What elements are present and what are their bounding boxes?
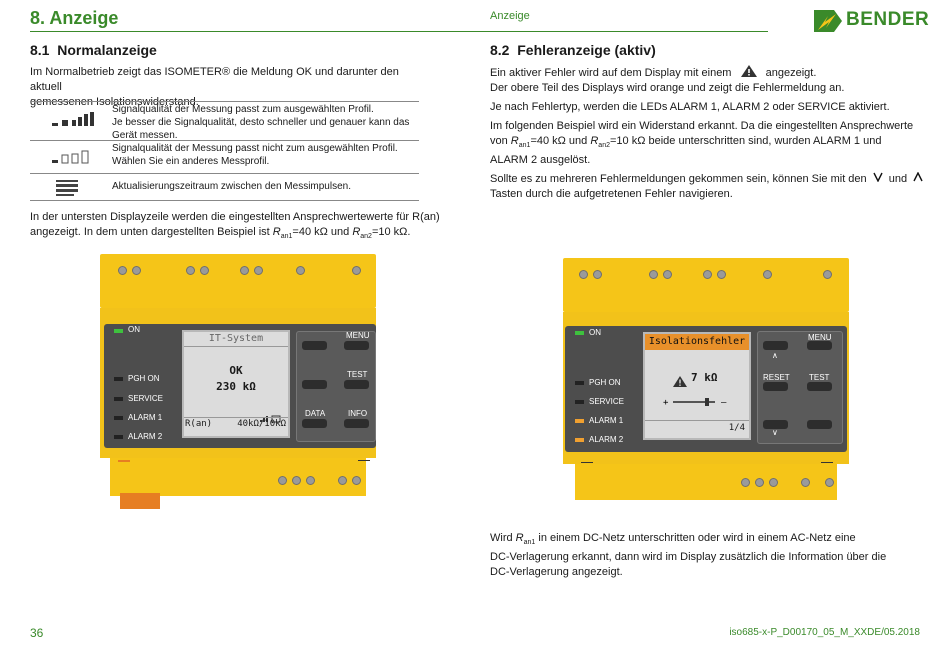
device-normal-illustration (100, 254, 376, 509)
update-period-icon (30, 174, 110, 200)
led-label: ALARM 1 (589, 416, 624, 425)
dc-paragraph (490, 531, 930, 580)
chevron-up-icon (913, 172, 923, 182)
paragraph-line: Der obere Teil des Displays wird orange und zeigt die Fehlermeldung an. (490, 82, 845, 94)
terminal-screw (338, 476, 347, 485)
heading-8-1 (30, 42, 157, 58)
terminal-screw (579, 270, 588, 279)
menu-button-label: MENU (346, 331, 370, 340)
section-8-2-text (490, 65, 930, 202)
heading-8-2 (490, 42, 656, 58)
display-value: 7 kΩ (691, 371, 718, 384)
terminal-screw (717, 270, 726, 279)
terminal-screw (755, 478, 764, 487)
svg-text:–: – (721, 398, 727, 407)
test-button-label: TEST (809, 373, 830, 382)
device-bottom-terminal-block (110, 458, 366, 496)
terminal-screw (741, 478, 750, 487)
paragraph-line: ALARM 2 ausgelöst. (490, 154, 591, 167)
terminal-screw (186, 266, 195, 275)
terminal-screw (254, 266, 263, 275)
paragraph-line: von $R_{an1}=40$ kΩ und $R_{an2}=10$ kΩ beide unterschritten sind, wurden ALARM 1 und (490, 135, 882, 150)
warning-icon (673, 372, 687, 391)
up-button[interactable] (763, 341, 788, 350)
test-button[interactable] (344, 380, 369, 389)
display-divider (645, 420, 749, 421)
terminal-screw (593, 270, 602, 279)
paragraph-line: Sollte es zu mehreren Fehlermeldungen gekommen sein, können Sie mit den und (490, 172, 930, 187)
led-label: PGH ON (128, 374, 160, 383)
led-pgh-on (114, 377, 123, 381)
info-button-label: INFO (348, 409, 368, 418)
terminal-screw (763, 270, 772, 279)
terminal-screw (352, 266, 361, 275)
paragraph-line: Je nach Fehlertyp, werden die LEDs ALARM 1, ALARM 2 oder SERVICE aktiviert. (490, 101, 890, 113)
down-arrow-icon: ∨ (772, 428, 778, 437)
led-alarm-1 (114, 416, 123, 420)
terminal-screw (703, 270, 712, 279)
led-label: ALARM 2 (589, 435, 624, 444)
display-page-indicator: 1/4 (728, 423, 745, 433)
test-button[interactable] (807, 382, 832, 391)
led-service (114, 397, 123, 401)
device-top-terminal-block (100, 254, 376, 308)
menu-button-label: MENU (808, 333, 832, 342)
terminal-screw (306, 476, 315, 485)
reset-button-label: RESET (763, 373, 790, 382)
display-value: 230 kΩ (216, 380, 256, 393)
terminal-screw (769, 478, 778, 487)
led-on (114, 329, 123, 333)
terminal-screw (649, 270, 658, 279)
display-title: Isolationsfehler (648, 336, 746, 347)
device-fault-illustration (563, 258, 849, 513)
status-marker (581, 462, 593, 463)
terminal-screw (132, 266, 141, 275)
signal-poor-icon (30, 141, 110, 173)
led-service (575, 400, 584, 404)
device-display (643, 332, 751, 440)
device-display (182, 330, 290, 438)
data-button[interactable] (302, 419, 327, 428)
led-label: ALARM 2 (128, 432, 163, 441)
device-din-clip (120, 493, 160, 509)
logo-text: BENDER (846, 9, 930, 30)
table-text: Je besser die Signalqualität, desto schneller und genauer kann das (112, 117, 410, 128)
status-marker (358, 460, 370, 461)
paragraph-line: In der untersten Displayzeile werden die eingestellten Ansprechwertewerte für R(an) (30, 211, 440, 223)
chapter-title: 8. Anzeige (30, 8, 119, 28)
led-pgh-on (575, 381, 584, 385)
paragraph-line: Tasten durch die aufgetretenen Fehler navigieren. (490, 188, 733, 201)
terminal-screw (296, 266, 305, 275)
led-alarm-2 (114, 435, 123, 439)
display-divider (184, 417, 288, 418)
document-id: iso685-x-P_D00170_05_M_XXDE/05.2018 (729, 627, 920, 638)
svg-text:+: + (663, 398, 669, 407)
table-text: Gerät messen. (112, 130, 178, 141)
signal-good-icon (30, 102, 110, 140)
terminal-screw (352, 476, 361, 485)
led-label: ON (128, 325, 140, 334)
info-button[interactable] (344, 419, 369, 428)
led-label: ALARM 1 (128, 413, 163, 422)
terminal-screw (292, 476, 301, 485)
heading-number: 8.2 (490, 42, 510, 58)
terminal-screw (118, 266, 127, 275)
intro-line: gemessenen Isolationswiderstand. (30, 96, 199, 108)
menu-button[interactable] (807, 341, 832, 350)
terminal-screw (663, 270, 672, 279)
device-top-terminal-block (563, 258, 849, 312)
device-bottom-terminal-block (575, 464, 837, 500)
led-label: SERVICE (589, 397, 624, 406)
after-table-paragraph (30, 210, 450, 244)
table-row (30, 173, 419, 201)
heading-text: Fehleranzeige (aktiv) (517, 42, 656, 58)
led-alarm-1 (575, 419, 584, 423)
enter-button[interactable] (807, 420, 832, 429)
bender-logo (814, 8, 930, 34)
status-marker (821, 462, 833, 463)
terminal-screw (200, 266, 209, 275)
intro-line: Im Normalbetrieb zeigt das ISOMETER® die Meldung OK und darunter den aktuell (30, 66, 399, 93)
paragraph-line: Ein aktiver Fehler wird auf dem Display mit einem angezeigt. (490, 67, 817, 79)
table-text: Signalqualität der Messung passt nicht zum ausgewählten Profil. (112, 143, 398, 154)
led-on (575, 331, 584, 335)
display-status: OK (229, 364, 243, 377)
led-label: ON (589, 328, 601, 337)
status-marker (118, 460, 130, 462)
display-divider (184, 346, 288, 347)
reset-button[interactable] (302, 380, 327, 389)
data-button-label: DATA (305, 409, 326, 418)
reset-button[interactable] (763, 382, 788, 391)
terminal-screw (825, 478, 834, 487)
table-text: Wählen Sie ein anderes Messprofil. (112, 156, 270, 167)
heading-text: Normalanzeige (57, 42, 157, 58)
bar-graph-icon (663, 392, 733, 411)
logo-mark-icon (814, 8, 844, 34)
led-label: PGH ON (589, 378, 621, 387)
display-title: IT-System (208, 333, 264, 344)
table-text: Signalqualität der Messung passt zum ausgewählten Profil. (112, 104, 374, 115)
display-bottom-left: R(an) (185, 419, 213, 429)
terminal-screw (278, 476, 287, 485)
terminal-screw (801, 478, 810, 487)
paragraph-line: angezeigt. In dem unten dargestellten Beispiel ist $R_{an1}=40$ kΩ und $R_{an2}=10$ kΩ. (30, 226, 411, 241)
header-rule (30, 31, 768, 32)
chevron-down-icon (873, 172, 883, 182)
led-alarm-2 (575, 438, 584, 442)
symbol-table (30, 101, 419, 201)
table-row (30, 101, 419, 140)
terminal-screw (823, 270, 832, 279)
display-bottom-right: 40kΩ/10kΩ (237, 419, 286, 429)
table-text: Aktualisierungszeitraum zwischen den Messimpulsen. (112, 181, 351, 192)
heading-number: 8.1 (30, 42, 50, 58)
menu-button[interactable] (344, 341, 369, 350)
paragraph-line: DC-Verlagerung angezeigt. (490, 566, 623, 579)
table-row (30, 140, 419, 173)
up-arrow-icon: ∧ (772, 351, 778, 360)
warning-icon (741, 65, 757, 77)
page-number: 36 (30, 626, 44, 640)
test-button-label: TEST (347, 370, 368, 379)
led-label: SERVICE (128, 394, 163, 403)
section-label: Anzeige (490, 10, 530, 22)
paragraph-line: Im folgenden Beispiel wird ein Widerstand erkannt. Da die eingestellten Ansprechwerte (490, 120, 914, 132)
paragraph-line: Wird $R_{an1}$ in einem DC-Netz unterschritten oder wird in einem AC-Netz eine (490, 532, 856, 547)
up-button[interactable] (302, 341, 327, 350)
paragraph-line: DC-Verlagerung erkannt, dann wird im Display zusätzlich die Information über die (490, 551, 887, 564)
terminal-screw (240, 266, 249, 275)
